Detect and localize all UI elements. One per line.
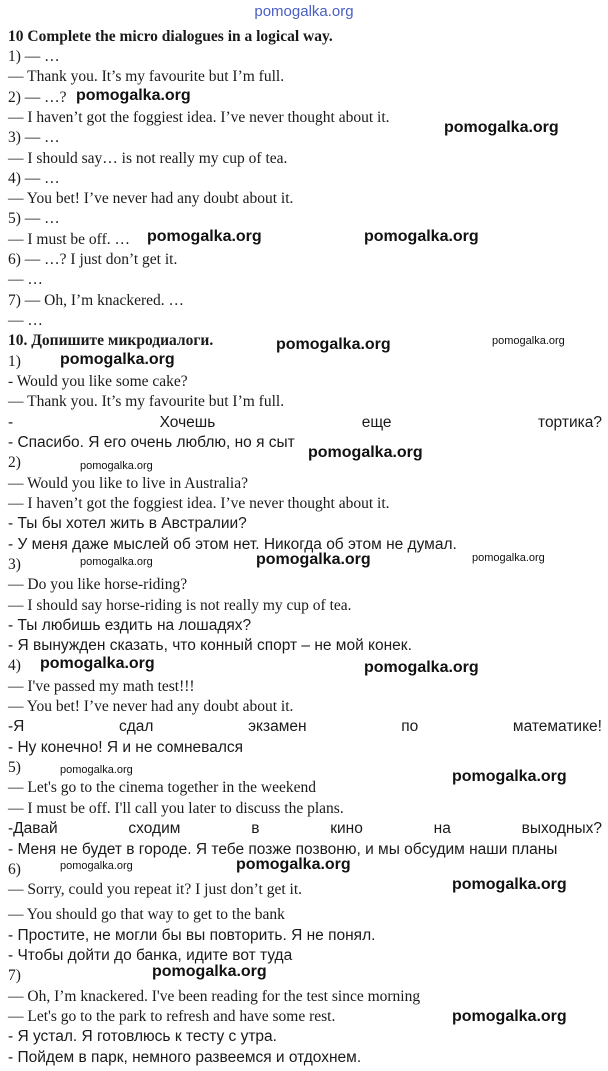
dialogue-line: 6) — …? I just don’t get it. [8, 251, 178, 268]
word: еще [361, 414, 392, 431]
dialogue-line: - Меня не будет в городе. Я тебе позже позвоню, и мы обсудим наши планы [8, 841, 558, 858]
watermark: pomogalka.org [492, 335, 565, 347]
dialogue-line: — I haven’t got the foggiest idea. I’ve never thought about it. [8, 495, 390, 512]
watermark: pomogalka.org [276, 336, 391, 353]
word: Хочешь [159, 414, 216, 431]
word: на [433, 820, 451, 837]
dialogue-line: - Would you like some cake? [8, 373, 188, 390]
watermark: pomogalka.org [452, 768, 567, 785]
dialogue-line: 1) — … [8, 48, 60, 65]
dialogue-line: — Oh, I’m knackered. I've been reading for the test since morning [8, 988, 421, 1005]
dialogue-line: — Sorry, could you repeat it? I just don’t get it. [8, 881, 303, 898]
dialogue-line: - У меня даже мыслей об этом нет. Никогда об этом не думал. [8, 536, 457, 553]
dialogue-number: 4) [8, 657, 21, 674]
dialogue-line: - Я устал. Я готовлюсь к тесту с утра. [8, 1028, 277, 1045]
dialogue-line: - Спасибо. Я его очень люблю, но я сыт [8, 434, 295, 451]
word: выходных? [521, 820, 602, 837]
dialogue-line: — You should go that way to get to the bank [8, 906, 285, 923]
dialogue-number: 2) [8, 454, 21, 471]
watermark: pomogalka.org [40, 655, 155, 672]
dialogue-line: — … [8, 271, 43, 288]
site-header-watermark: pomogalka.org [254, 3, 354, 20]
dialogue-line: — … [8, 312, 43, 329]
word: экзамен [248, 718, 307, 735]
dialogue-line: — Thank you. It’s my favourite but I’m full. [8, 393, 285, 410]
watermark: pomogalka.org [364, 659, 479, 676]
dialogue-line: — Do you like horse-riding? [8, 576, 188, 593]
dialogue-line: - Простите, не могли бы вы повторить. Я не понял. [8, 927, 376, 944]
dialogue-line: 3) — … [8, 129, 60, 146]
dialogue-line: — Let's go to the park to refresh and have some rest. [8, 1008, 336, 1025]
dialogue-number: 6) [8, 861, 21, 878]
exercise-title-en: 10 Complete the micro dialogues in a logical way. [8, 28, 333, 45]
dialogue-line: 5) — … [8, 210, 60, 227]
watermark: pomogalka.org [60, 764, 133, 776]
word: -Я [8, 718, 25, 735]
dialogue-number: 1) [8, 353, 21, 370]
dialogue-line: 2) — …? [8, 89, 67, 106]
exercise-title-ru: 10. Допишите микродиалоги. [8, 332, 214, 349]
dialogue-line: 7) — Oh, I’m knackered. … [8, 292, 185, 309]
dialogue-line: — I haven’t got the foggiest idea. I’ve never thought about it. [8, 109, 390, 126]
watermark: pomogalka.org [256, 551, 371, 568]
dialogue-line: - Пойдем в парк, немного развеемся и отдохнем. [8, 1049, 362, 1066]
watermark: pomogalka.org [152, 963, 267, 980]
watermark: pomogalka.org [472, 552, 545, 564]
watermark: pomogalka.org [80, 556, 153, 568]
dialogue-line-justified [8, 819, 602, 839]
dialogue-line: — Thank you. It’s my favourite but I’m full. [8, 68, 285, 85]
word: тортика? [538, 414, 602, 431]
word: кино [330, 820, 363, 837]
dialogue-line: — You bet! I’ve never had any doubt about it. [8, 190, 294, 207]
watermark: pomogalka.org [452, 1008, 567, 1025]
dialogue-line: - Чтобы дойти до банка, идите вот туда [8, 947, 293, 964]
dialogue-line: — I should say horse-riding is not really my cup of tea. [8, 597, 352, 614]
dialogue-line: — I should say… is not really my cup of tea. [8, 150, 288, 167]
watermark: pomogalka.org [364, 228, 479, 245]
watermark: pomogalka.org [80, 460, 153, 472]
watermark: pomogalka.org [452, 876, 567, 893]
dialogue-line: 4) — … [8, 170, 60, 187]
dialogue-line: — I must be off. … [8, 231, 130, 248]
dialogue-line: - Я вынужден сказать, что конный спорт – не мой конек. [8, 637, 412, 654]
dialogue-line: - Ну конечно! Я и не сомневался [8, 739, 244, 756]
word: сходим [128, 820, 181, 837]
dialogue-line-justified [8, 717, 602, 737]
dialogue-line-justified [8, 413, 602, 433]
word: по [401, 718, 419, 735]
word: в [251, 820, 260, 837]
watermark: pomogalka.org [60, 351, 175, 368]
dialogue-number: 5) [8, 759, 21, 776]
word: -Давай [8, 820, 58, 837]
dialogue-number: 3) [8, 556, 21, 573]
dialogue-line: - Ты бы хотел жить в Австралии? [8, 515, 247, 532]
dialogue-number: 7) [8, 967, 21, 984]
watermark: pomogalka.org [308, 444, 423, 461]
dialogue-line: — I must be off. I'll call you later to discuss the plans. [8, 800, 344, 817]
watermark: pomogalka.org [147, 228, 262, 245]
watermark: pomogalka.org [444, 119, 559, 136]
watermark: pomogalka.org [236, 856, 351, 873]
watermark: pomogalka.org [60, 860, 133, 872]
dialogue-line: — You bet! I’ve never had any doubt about it. [8, 698, 294, 715]
dialogue-line: — I've passed my math test!!! [8, 678, 195, 695]
dialogue-line: — Let's go to the cinema together in the weekend [8, 779, 316, 796]
word: математике! [512, 718, 602, 735]
word: - [8, 414, 14, 431]
word: сдал [119, 718, 154, 735]
watermark: pomogalka.org [76, 87, 191, 104]
dialogue-line: — Would you like to live in Australia? [8, 475, 248, 492]
dialogue-line: - Ты любишь ездить на лошадях? [8, 617, 252, 634]
